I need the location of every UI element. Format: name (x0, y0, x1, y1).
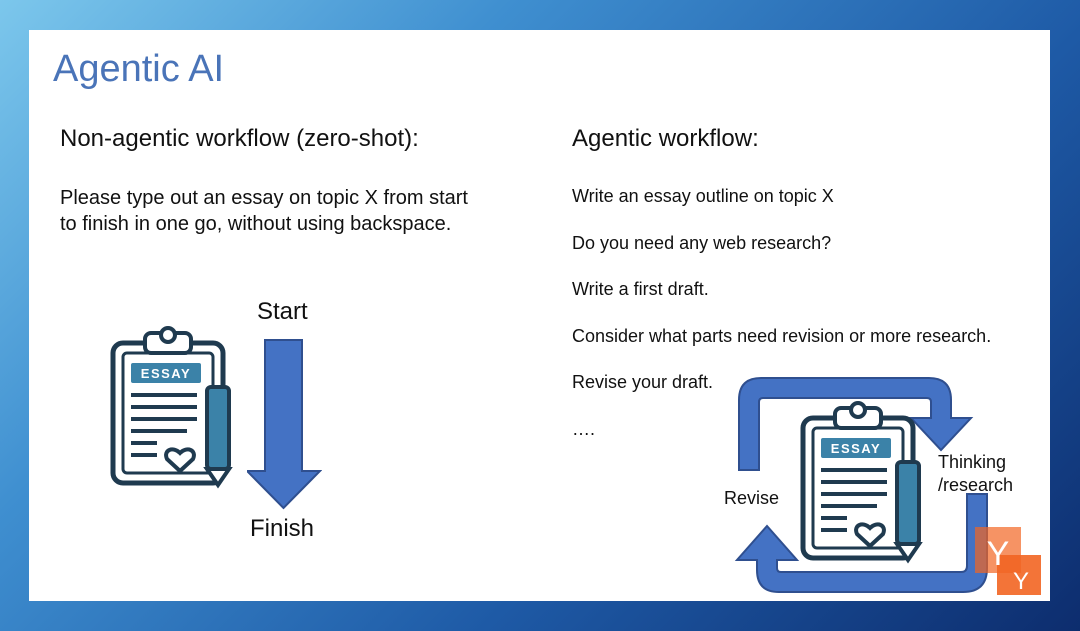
finish-label: Finish (250, 515, 315, 542)
essay-badge: ESSAY (830, 441, 882, 456)
agentic-step: Consider what parts need revision or more research. (572, 325, 992, 346)
slide (29, 30, 1050, 601)
yc-logo-letter: Y (986, 535, 1010, 573)
non-agentic-prompt: Please type out an essay on topic X from start to finish in one go, without using backspace. (60, 187, 468, 235)
non-agentic-heading: Non-agentic workflow (zero-shot): (60, 125, 419, 152)
yc-logo-icon (975, 527, 1045, 597)
agentic-step: Revise your draft. (572, 372, 714, 392)
agentic-step: Write an essay outline on topic X (572, 186, 834, 206)
research-label-line: /research (938, 475, 1014, 495)
slide-title: Agentic AI (53, 48, 225, 90)
essay-badge: ESSAY (140, 366, 192, 381)
agentic-step: Do you need any web research? (572, 232, 832, 253)
essay-clipboard-icon (107, 325, 237, 490)
start-label: Start (257, 298, 308, 325)
down-arrow-icon (247, 338, 322, 510)
agentic-step: …. (572, 418, 596, 439)
agentic-step: Write a first draft. (572, 279, 709, 299)
thinking-research-label (938, 451, 1013, 497)
yc-logo-letter: Y (1012, 568, 1030, 595)
revise-label: Revise (724, 488, 780, 508)
agentic-heading: Agentic workflow: (572, 125, 759, 152)
essay-clipboard-icon (797, 400, 927, 565)
thinking-label-line: Thinking (938, 452, 1007, 472)
